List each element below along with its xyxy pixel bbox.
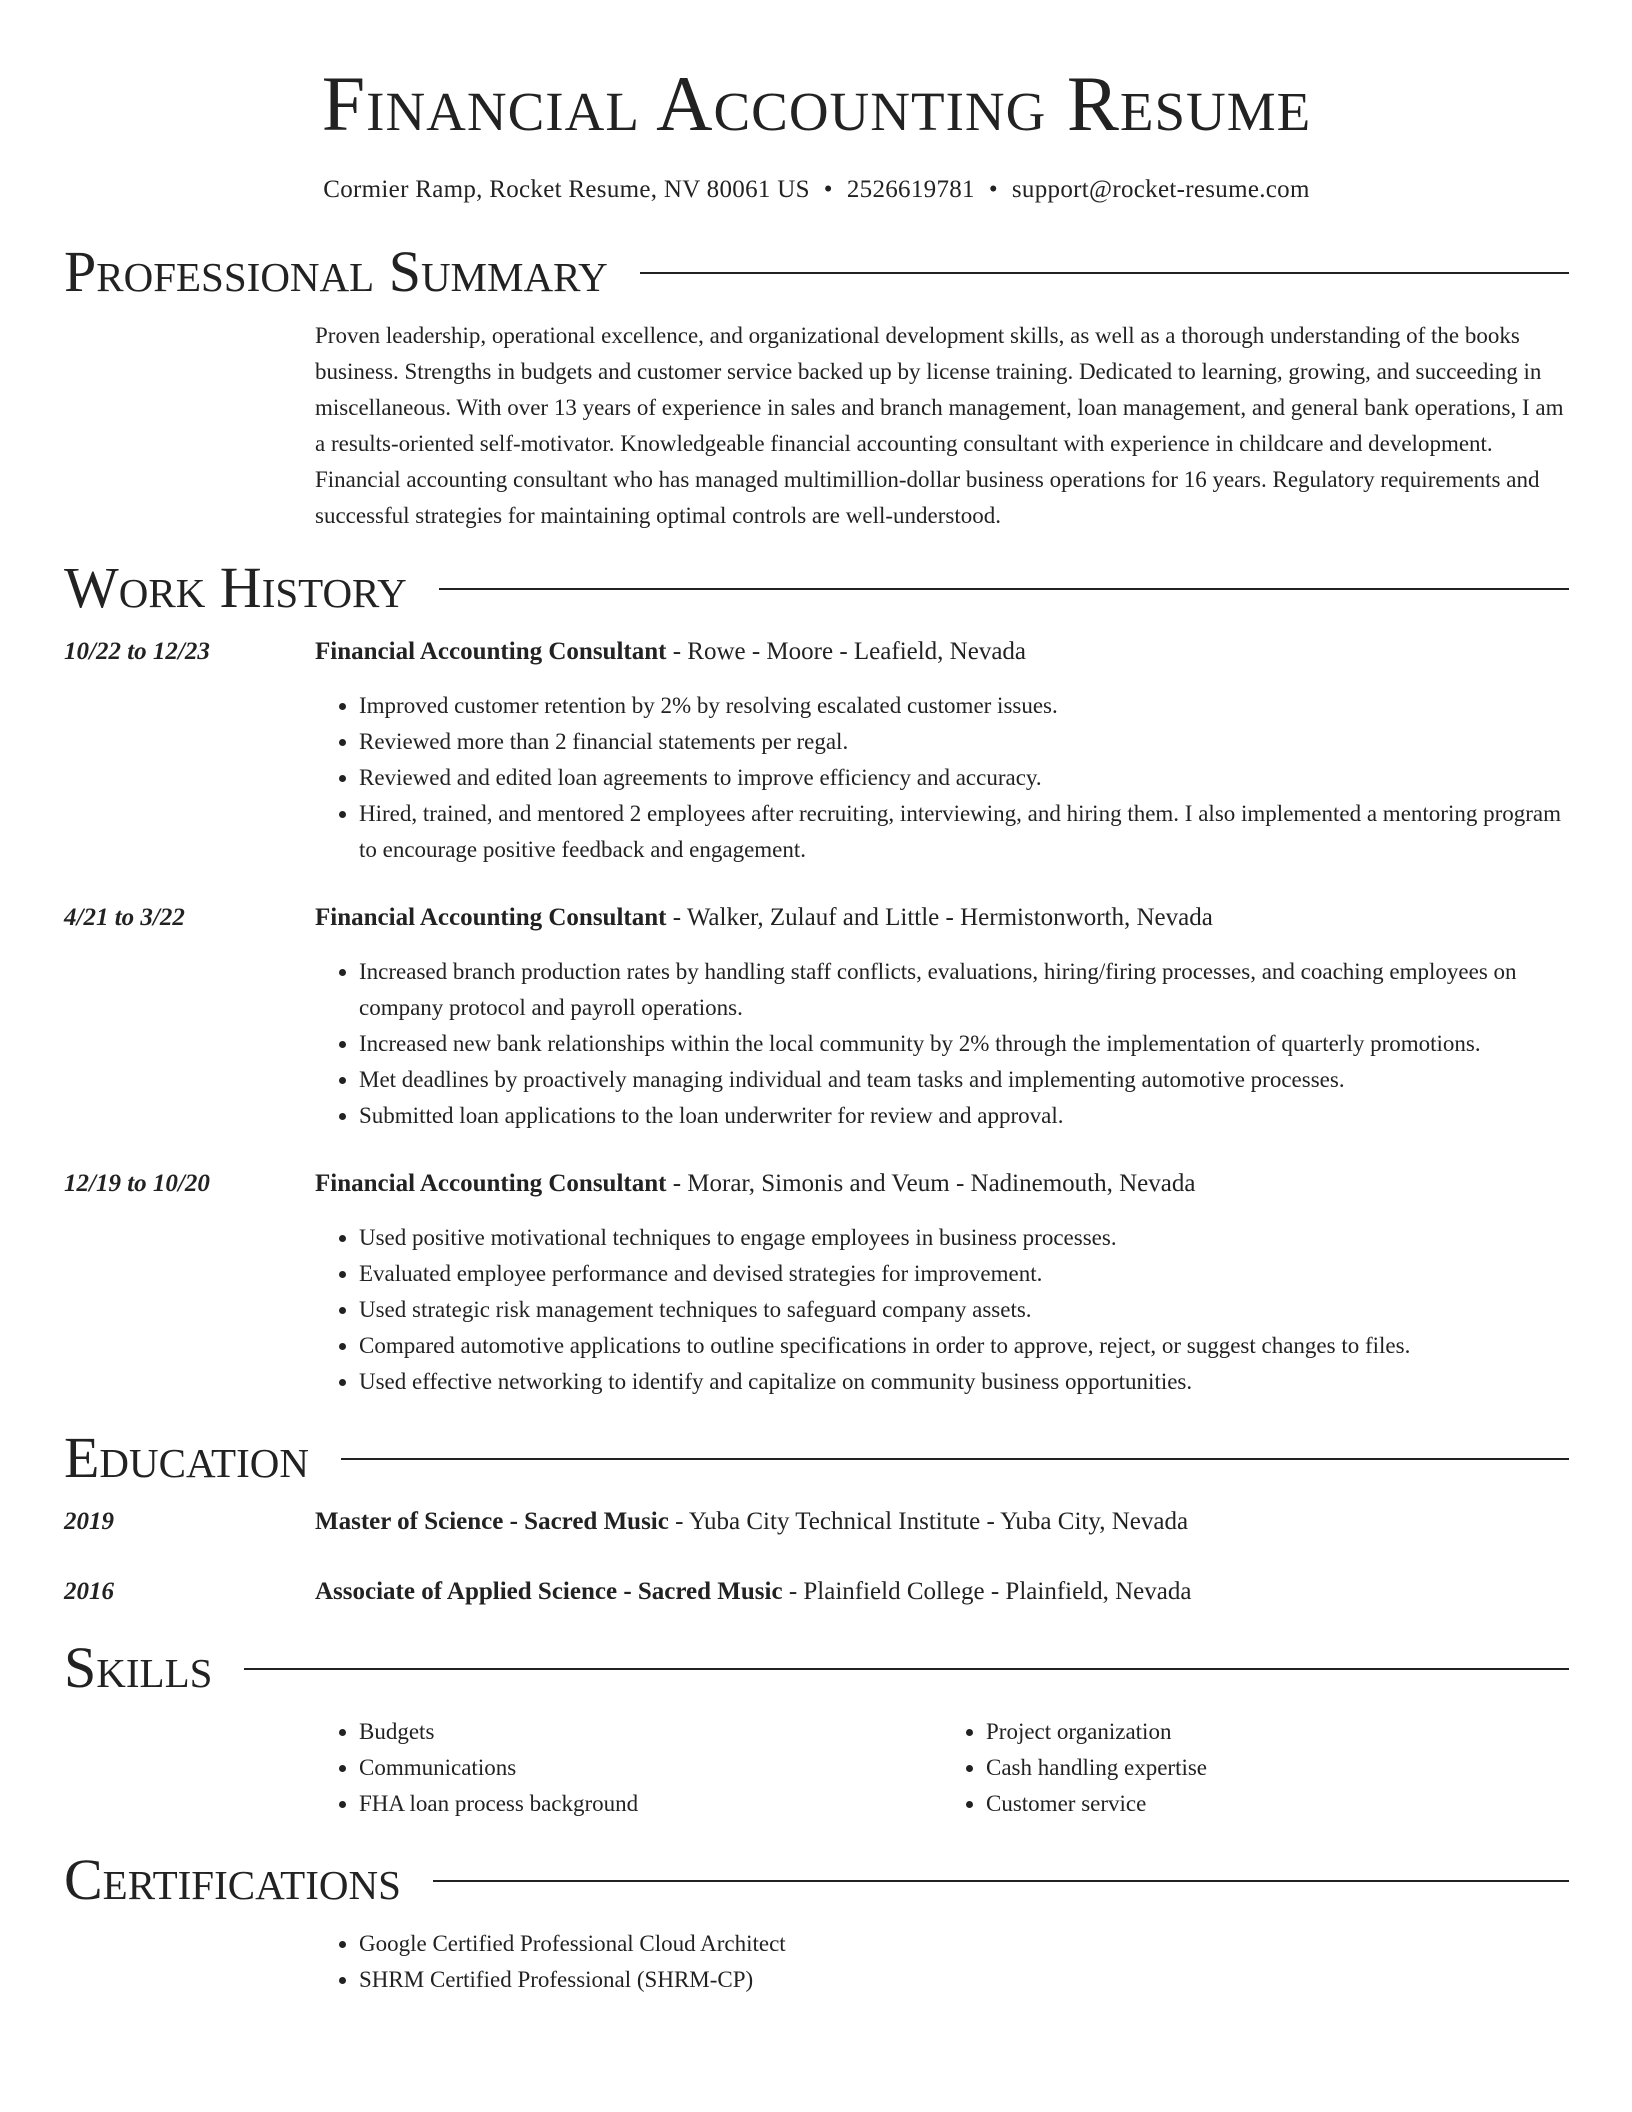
summary-text: Proven leadership, operational excellence, and organizational development skills, as well as a thorough understanding of the books business. Strengths in budgets and customer service backed up by license training. Dedicated to learning, growing, and succeeding in miscellaneous. With over 13 years of experience in sales and branch management, loan management, and general bank operations, I am a results-oriented self-motivator. Knowledgeable financial accounting consultant with experience in childcare and development. Financial accounting consultant who has managed multimillion-dollar business operations for 16 years. Regulatory requirements and successful strategies for maintaining optimal controls are well-understood. (315, 323, 1564, 528)
section-divider (640, 272, 1569, 274)
list-item: • Customer service (986, 1786, 1569, 1822)
contact-address: Cormier Ramp, Rocket Resume, NV 80061 US (323, 176, 810, 203)
job-employer: - Morar, Simonis and Veum - Nadinemouth, Nevada (666, 1170, 1196, 1197)
list-item: • SHRM Certified Professional (SHRM-CP) (359, 1962, 1569, 1998)
job-entry (64, 900, 1569, 1134)
list-item: • Used effective networking to identify and capitalize on community business opportunities. (359, 1364, 1569, 1400)
job-entry (64, 1166, 1569, 1400)
list-item: • Used positive motivational techniques to engage employees in business processes. (359, 1220, 1569, 1256)
resume-title: Financial Accounting Resume (321, 60, 1312, 147)
job-dates: 10/22 to 12/23 (64, 638, 210, 665)
list-item: • Cash handling expertise (986, 1750, 1569, 1786)
education-year: 2019 (64, 1508, 114, 1535)
education-entry (64, 1504, 1569, 1540)
education-entry (64, 1574, 1569, 1610)
list-item: • Communications (359, 1750, 942, 1786)
resume-page (64, 0, 1569, 1998)
education-heading (315, 1504, 1569, 1540)
contact-phone: 2526619781 (846, 176, 975, 203)
job-bullets (315, 1220, 1569, 1400)
list-item: • Submitted loan applications to the loan underwriter for review and approval. (359, 1098, 1569, 1134)
job-dates: 4/21 to 3/22 (64, 904, 185, 931)
section-title: Certifications (64, 1847, 401, 1912)
education-school: - Plainfield College - Plainfield, Nevada (782, 1578, 1192, 1605)
education-degree: Master of Science - Sacred Music (315, 1508, 669, 1535)
job-title: Financial Accounting Consultant (315, 638, 667, 665)
list-item: • Reviewed and edited loan agreements to improve efficiency and accuracy. (359, 760, 1569, 796)
section-title: Work History (64, 555, 407, 620)
job-bullets (315, 954, 1569, 1134)
section-divider (341, 1458, 1569, 1460)
list-item: • Reviewed more than 2 financial statements per regal. (359, 724, 1569, 760)
section-heading-work-history (64, 556, 1569, 620)
education-heading (315, 1574, 1569, 1610)
education-degree: Associate of Applied Science - Sacred Music (315, 1578, 783, 1605)
list-item: • Met deadlines by proactively managing individual and team tasks and implementing automotive processes. (359, 1062, 1569, 1098)
contact-separator: • (823, 176, 833, 203)
skills-column-left (315, 1714, 942, 1822)
list-item: • Increased new bank relationships within the local community by 2% through the implementation of quarterly promotions. (359, 1026, 1569, 1062)
list-item: • Project organization (986, 1714, 1569, 1750)
section-heading-skills (64, 1636, 1569, 1700)
list-item: • Improved customer retention by 2% by resolving escalated customer issues. (359, 688, 1569, 724)
list-item: • Used strategic risk management techniques to safeguard company assets. (359, 1292, 1569, 1328)
section-title: Education (64, 1425, 309, 1490)
section-divider (439, 588, 1569, 590)
education-school: - Yuba City Technical Institute - Yuba City, Nevada (668, 1508, 1189, 1535)
education-year: 2016 (64, 1578, 114, 1605)
list-item: • Hired, trained, and mentored 2 employees after recruiting, interviewing, and hiring them. I also implemented a mentoring program to encourage positive feedback and engagement. (359, 796, 1569, 868)
section-heading-certifications (64, 1848, 1569, 1912)
section-title: Skills (64, 1635, 213, 1700)
job-heading (315, 634, 1569, 670)
contact-email: support@rocket-resume.com (1011, 176, 1310, 203)
job-dates: 12/19 to 10/20 (64, 1170, 210, 1197)
skills-list (315, 1714, 1569, 1822)
contact-separator: • (988, 176, 998, 203)
job-employer: - Rowe - Moore - Leafield, Nevada (666, 638, 1027, 665)
list-item: • Budgets (359, 1714, 942, 1750)
job-bullets (315, 688, 1569, 868)
list-item: • FHA loan process background (359, 1786, 942, 1822)
list-item: • Google Certified Professional Cloud Architect (359, 1926, 1569, 1962)
job-employer: - Walker, Zulauf and Little - Hermistonworth, Nevada (666, 904, 1213, 931)
section-heading-summary (64, 240, 1569, 304)
job-title: Financial Accounting Consultant (315, 1170, 667, 1197)
list-item: • Evaluated employee performance and devised strategies for improvement. (359, 1256, 1569, 1292)
section-divider (433, 1880, 1569, 1882)
certifications-list (315, 1926, 1569, 1998)
skills-column-right (942, 1714, 1569, 1822)
job-title: Financial Accounting Consultant (315, 904, 667, 931)
job-entry (64, 634, 1569, 868)
section-title: Professional Summary (64, 239, 608, 304)
job-heading (315, 1166, 1569, 1202)
section-heading-education (64, 1426, 1569, 1490)
section-divider (244, 1668, 1569, 1670)
list-item: • Compared automotive applications to outline specifications in order to approve, reject, or suggest changes to files. (359, 1328, 1569, 1364)
list-item: • Increased branch production rates by handling staff conflicts, evaluations, hiring/firing processes, and coaching employees on company protocol and payroll operations. (359, 954, 1569, 1026)
job-heading (315, 900, 1569, 936)
contact-line (64, 174, 1569, 206)
